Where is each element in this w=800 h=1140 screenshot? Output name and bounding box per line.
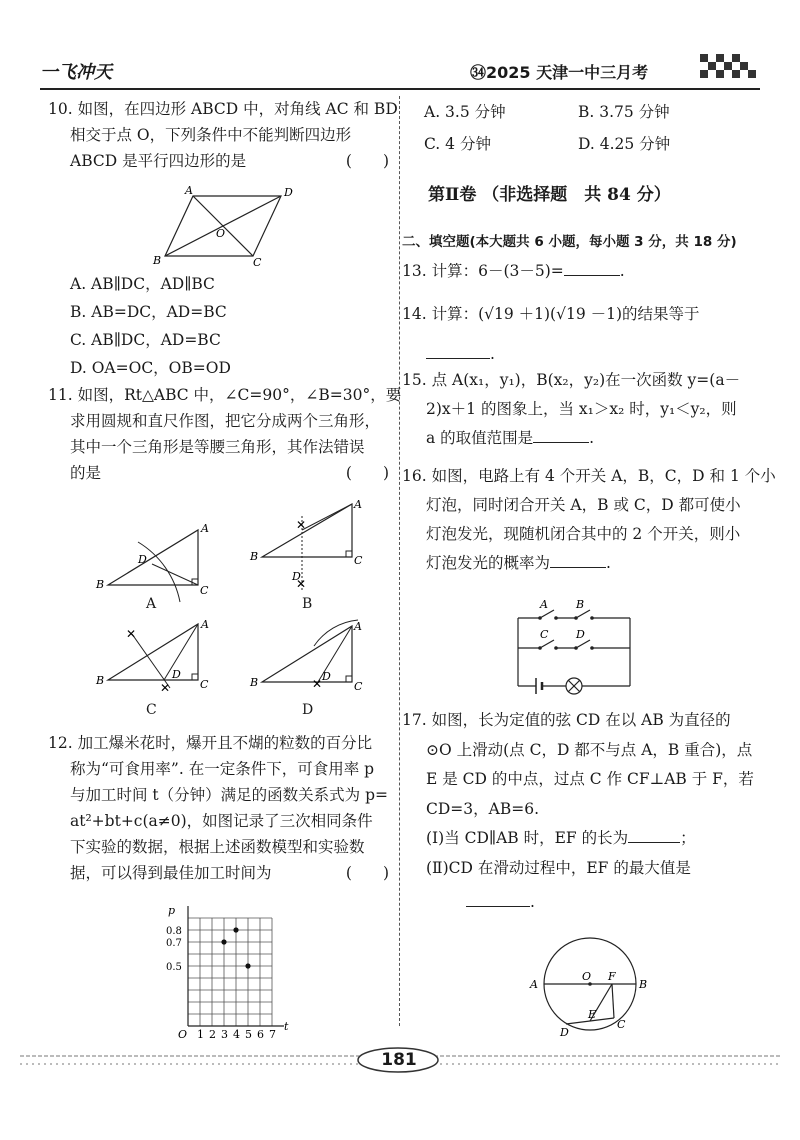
question-17: [402, 706, 762, 921]
q16-line: 16. 如图，电路上有 4 个开关 A，B，C，D 和 1 个小: [402, 467, 776, 485]
q11-caption-a: A: [146, 596, 157, 612]
q10-label-d: D: [284, 186, 293, 199]
q11-line: 求用圆规和直尺作图，把它分成两个三角形，: [70, 412, 381, 430]
x-tick-label: 7: [269, 1028, 276, 1041]
q14-blank: [426, 342, 490, 359]
q11-bracket: ( ): [345, 464, 389, 482]
y-tick-label: 0.8: [166, 926, 182, 937]
q15-line: [402, 424, 762, 453]
q17-label-c: C: [617, 1018, 626, 1031]
q16-line: 灯泡，同时闭合开关 A，B 或 C，D 都可使小: [426, 496, 741, 514]
q10-parallelogram-figure: [148, 184, 293, 269]
q11c-label-d: D: [172, 668, 181, 681]
q11a-label-c: C: [200, 584, 209, 597]
q11-line: 其中一个三角形是等腰三角形，其作法错误: [70, 438, 365, 456]
q16-line: [402, 549, 762, 578]
svg-text:✕: ✕: [160, 681, 171, 695]
q12-option-d: D. 4.25 分钟: [578, 135, 671, 153]
q13-blank: [564, 259, 620, 276]
column-divider: [399, 96, 400, 1026]
q11d-label-a: A: [354, 620, 362, 633]
q12-line: [48, 860, 393, 886]
q17-label-f: F: [608, 970, 616, 983]
x-tick-label: 3: [221, 1028, 228, 1041]
q11d-label-b: B: [250, 676, 259, 689]
origin-label: O: [178, 1028, 188, 1041]
q10-option-c: C. AB∥DC，AD=BC: [70, 331, 221, 349]
page-number: 181: [381, 1050, 417, 1070]
data-point: [233, 927, 238, 932]
header-logo: 一飞冲天: [40, 62, 112, 83]
q17-label-d: D: [560, 1026, 569, 1039]
q10-bracket: ( ): [345, 152, 389, 170]
q16-line: 灯泡发光，现随机闭合其中的 2 个开关，则小: [426, 525, 741, 543]
q17-line: E 是 CD 的中点，过点 C 作 CF⊥AB 于 F，若: [426, 770, 754, 788]
q10-diagonal-bd: [165, 196, 281, 256]
header-title: ㉞2025 天津一中三月考: [470, 63, 649, 82]
q11b-label-a: A: [354, 498, 362, 511]
q12-option-c: C. 4 分钟: [424, 135, 491, 153]
q16-switch-b: B: [576, 598, 585, 611]
q11-caption-d: D: [302, 702, 314, 718]
q12-line-text: 据，可以得到最佳加工时间为: [70, 864, 272, 882]
q15-period: .: [589, 429, 595, 447]
q12-line: 与加工时间 t（分钟）满足的函数关系式为 p=: [70, 786, 388, 804]
x-axis-label: t: [284, 1020, 289, 1033]
q17-label-e: E: [588, 1008, 597, 1021]
q17-label-o: O: [582, 970, 592, 983]
q10-line-text: ABCD 是平行四边形的是: [70, 152, 247, 170]
header-rule: [40, 88, 760, 90]
q17-line: ⊙O 上滑动(点 C，D 都不与点 A，B 重合)，点: [426, 740, 753, 759]
x-tick-label: 2: [209, 1028, 216, 1041]
x-tick-label: 6: [257, 1028, 264, 1041]
question-14: [402, 294, 762, 374]
q17-part1-text: (Ⅰ)当 CD∥AB 时，EF 的长为: [426, 829, 629, 847]
q17-line: 17. 如图，长为定值的弦 CD 在以 AB 为直径的: [402, 711, 731, 729]
q10-line: 10. 如图，在四边形 ABCD 中，对角线 AC 和 BD: [48, 100, 398, 118]
q10-label-b: B: [153, 254, 162, 267]
q11b-label-b: B: [250, 550, 259, 563]
q12-line: 称为“可食用率”. 在一定条件下，可食用率 p: [70, 760, 375, 778]
q11d-label-d: D: [322, 670, 331, 683]
q11d-label-c: C: [354, 680, 363, 693]
q15-blank: [533, 426, 589, 443]
q10-line: 相交于点 O，下列条件中不能判断四边形: [70, 126, 352, 144]
part2-title: 第Ⅱ卷 （非选择题 共 84 分）: [428, 185, 671, 205]
q11-line-text: 的是: [70, 464, 102, 482]
x-tick-label: 4: [233, 1028, 240, 1041]
q13-period: .: [619, 262, 625, 280]
q14-period: .: [490, 345, 495, 363]
q15-line: 2)x＋1 的图象上，当 x₁＞x₂ 时，y₁＜y₂，则: [426, 400, 737, 418]
q17-circle-figure: [520, 938, 660, 1040]
q17-blank-1: [628, 826, 680, 843]
svg-text:✕: ✕: [296, 577, 307, 591]
q11c-label-a: A: [201, 618, 209, 631]
data-point: [221, 939, 226, 944]
q10-option-a: A. AB∥DC，AD∥BC: [70, 275, 215, 293]
q17-period: .: [530, 893, 535, 911]
q17-label-a: A: [530, 978, 538, 991]
q10-label-c: C: [253, 256, 262, 269]
q17-blank-2: [466, 890, 530, 907]
y-tick-label: 0.7: [166, 938, 182, 949]
q10-label-a: A: [185, 184, 193, 197]
q10-label-o: O: [216, 227, 226, 240]
q11-figure-b: [248, 500, 368, 592]
q11-caption-c: C: [146, 702, 157, 718]
q17-part2: (Ⅱ)CD 在滑动过程中，EF 的最大值是: [426, 858, 691, 877]
q11-figure-c: [92, 616, 217, 700]
question-16: [402, 462, 776, 578]
q16-blank: [550, 551, 606, 568]
question-10: [48, 96, 398, 174]
q11-figure-d: [248, 616, 368, 700]
q16-switch-d: D: [576, 628, 585, 641]
q16-circuit-figure: [510, 598, 642, 702]
question-11: [48, 382, 402, 486]
q16-line-text: 灯泡发光的概率为: [426, 554, 551, 572]
q11b-label-d: D: [292, 570, 301, 583]
q11c-label-c: C: [200, 678, 209, 691]
q17-line: CD=3，AB=6.: [426, 799, 539, 818]
x-tick-label: 1: [197, 1028, 204, 1041]
q12-chart: [166, 896, 296, 1041]
question-12: [48, 730, 393, 886]
svg-text:✕: ✕: [296, 518, 307, 532]
q11a-label-b: B: [96, 578, 105, 591]
q11c-label-b: B: [96, 674, 105, 687]
q14-line: 14. 计算：(√19 ＋1)(√19 －1)的结果等于: [402, 305, 700, 323]
q16-switch-a: A: [540, 598, 548, 611]
q17-semicolon: ；: [680, 829, 696, 847]
q17-part1: [402, 824, 762, 854]
y-tick-label: 0.5: [166, 962, 182, 973]
q11b-label-c: C: [354, 554, 363, 567]
svg-text:✕: ✕: [312, 677, 323, 691]
section-title: 二、填空题(本大题共 6 小题，每小题 3 分，共 18 分): [402, 234, 737, 250]
q12-option-b: B. 3.75 分钟: [578, 103, 670, 121]
q11-caption-b: B: [302, 596, 313, 612]
q13-text: 13. 计算：6－(3－5)=: [402, 262, 564, 280]
q11-line: 11. 如图，Rt△ABC 中，∠C=90°，∠B=30°，要: [48, 386, 402, 404]
q11-line: [48, 460, 393, 486]
q17-line: [402, 883, 762, 921]
q15-line-text: a 的取值范围是: [426, 429, 534, 447]
q17-label-b: B: [639, 978, 648, 991]
question-13: [402, 258, 762, 284]
q11a-label-a: A: [201, 522, 209, 535]
q15-line: 15. 点 A(x₁，y₁)，B(x₂，y₂)在一次函数 y=(a－: [402, 371, 741, 389]
q16-period: .: [606, 554, 611, 572]
q12-line: at²+bt+c(a≠0)，如图记录了三次相同条件: [70, 812, 373, 830]
q12-option-a: A. 3.5 分钟: [424, 103, 506, 121]
q10-line: [48, 148, 393, 174]
q10-option-d: D. OA=OC，OB=OD: [70, 359, 231, 377]
q16-switch-c: C: [540, 628, 549, 641]
q12-line: 下实验的数据，根据上述函数模型和实验数: [70, 838, 365, 856]
y-axis-label: p: [168, 904, 176, 917]
q12-line: 12. 加工爆米花时，爆开且不煳的粒数的百分比: [48, 734, 373, 752]
q12-bracket: ( ): [345, 864, 389, 882]
question-15: [402, 366, 762, 453]
svg-text:✕: ✕: [126, 627, 137, 641]
x-tick-label: 5: [245, 1028, 252, 1041]
q10-option-b: B. AB=DC，AD=BC: [70, 303, 227, 321]
data-point: [245, 963, 250, 968]
header-checker-icon: [698, 52, 758, 86]
q11a-label-d: D: [138, 553, 147, 566]
